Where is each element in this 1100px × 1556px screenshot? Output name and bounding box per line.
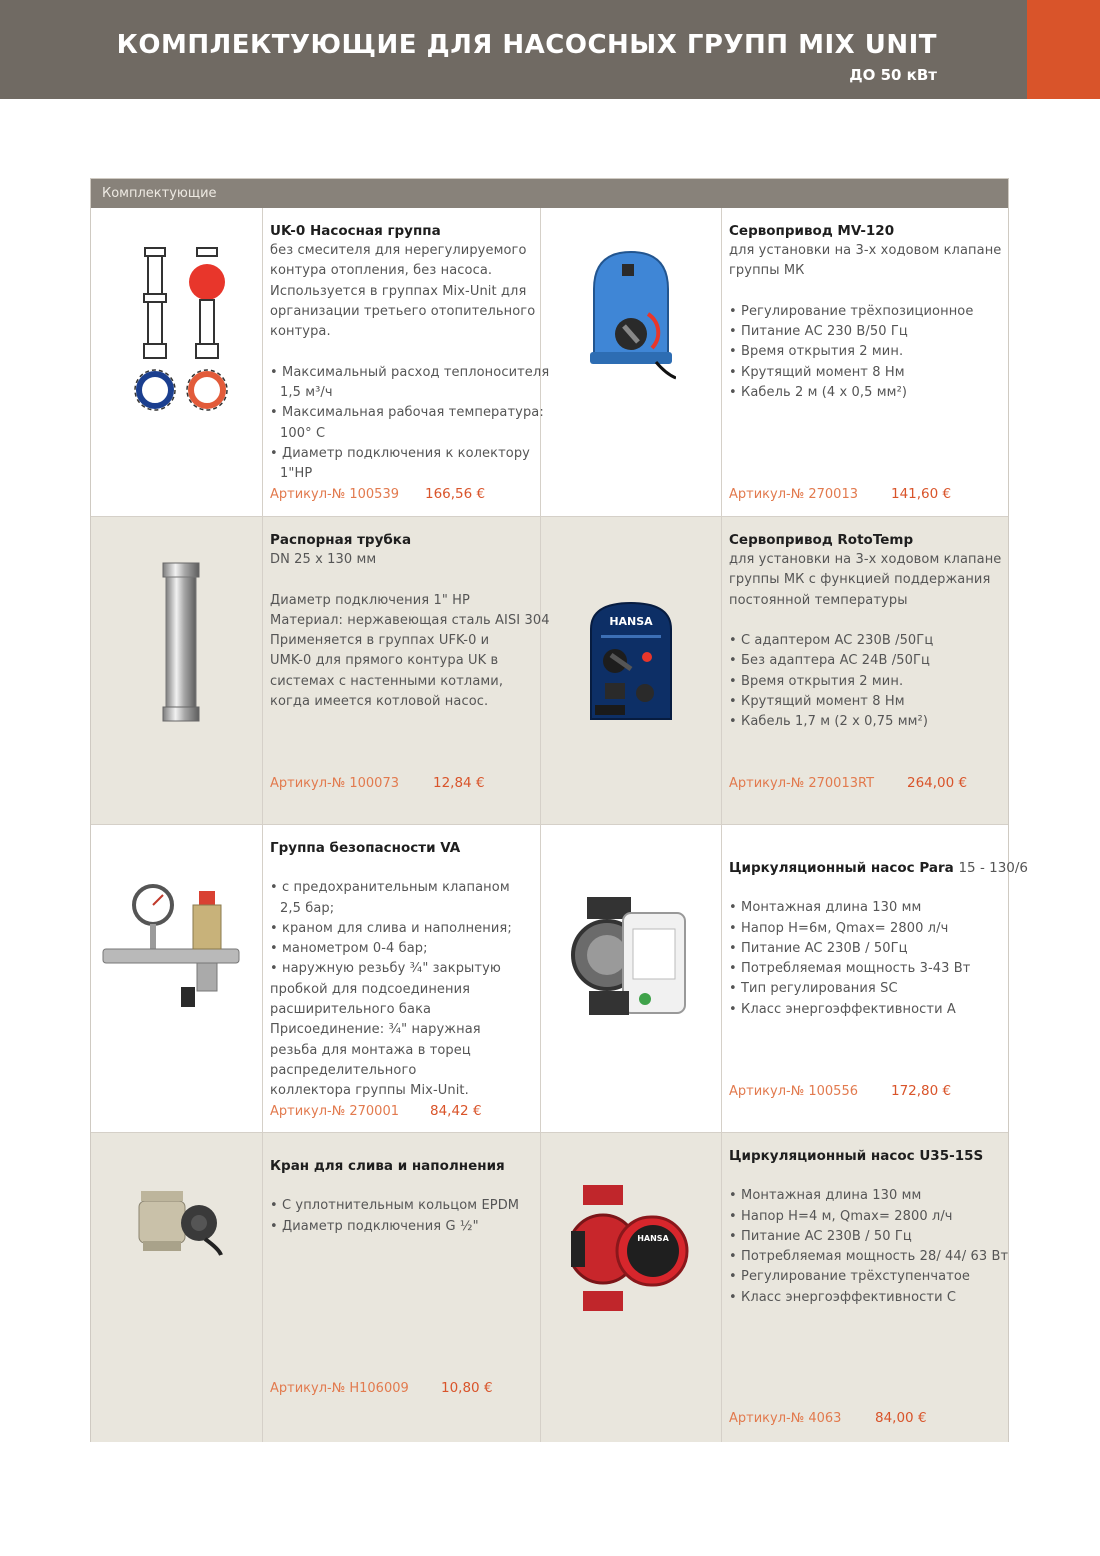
page-subtitle: ДО 50 кВт: [849, 66, 937, 84]
article-number: Артикул-№ 4063: [729, 1411, 842, 1426]
price: 141,60 €: [891, 486, 952, 502]
product-description-cell: [722, 517, 1010, 824]
price: 84,00 €: [875, 1410, 927, 1426]
safety-group-icon: [101, 883, 241, 1023]
product-description-cell: [263, 1133, 541, 1442]
article-number: Артикул-№ 270013: [729, 487, 858, 502]
product-image-cell: [91, 517, 263, 824]
page-header: [0, 0, 1027, 99]
svg-text:HANSA: HANSA: [637, 1234, 669, 1243]
product-description-cell: [722, 208, 1010, 516]
product-description-cell: [263, 517, 550, 824]
article-number: Артикул-№ 100073: [270, 776, 399, 791]
product-image-cell: [541, 825, 722, 1132]
product-image-cell: [91, 1133, 263, 1442]
product-image-cell: [541, 1133, 722, 1442]
svg-text:HANSA: HANSA: [609, 615, 653, 628]
product-details: • с предохранительным клапаном 2,5 бар; • краном для слива и наполнения; • манометром 0-4 бар; • наружную резьбу ¾" закрытую пробкой для подсоединения расширительного бака Присоединение: ¾" наружная резьба для монтажа в торец распределительного коллектора группы Mix-Unit.: [270, 880, 512, 1099]
table-heading: Комплектующие: [91, 179, 1008, 208]
article-number: Артикул-№ H106009: [270, 1381, 409, 1396]
product-details: для установки на 3-х ходовом клапане группы МК с функцией поддержания постоянной температуры • С адаптером AC 230В /50Гц • Без адаптера AC 24В /50Гц • Время открытия 2 мин. • Крутящий момент 8 Нм • Кабель 1,7 м (2 х 0,75 мм²): [729, 552, 1002, 730]
table-row: [91, 516, 1008, 824]
price: 12,84 €: [433, 775, 485, 791]
page-title: КОМПЛЕКТУЮЩИЕ ДЛЯ НАСОСНЫХ ГРУПП MIX UNIT: [116, 30, 937, 60]
product-details: • С уплотнительным кольцом EPDM • Диаметр подключения G ½": [270, 1198, 520, 1234]
product-title: Кран для слива и наполнения: [270, 1158, 505, 1174]
product-description-cell: [263, 825, 541, 1132]
product-image-cell: [541, 208, 722, 516]
product-details: DN 25 x 130 мм Диаметр подключения 1" НР Материал: нержавеющая сталь AISI 304 Применяется в группах UFK-0 и UMK-0 для прямого контура UK в системах с настенными котлами, когда имеется котловой насос.: [270, 552, 550, 710]
product-title: Сервопривод MV-120: [729, 223, 895, 239]
table-row: [91, 824, 1029, 1132]
price: 172,80 €: [891, 1083, 952, 1099]
product-description-cell: [722, 1133, 1010, 1442]
product-details: без смесителя для нерегулируемого контура отопления, без насоса. Используется в группах Mix-Unit для организации третьего отопительного контура. • Максимальный расход теплоносителя 1,5 м³/ч • Максимальная рабочая температура: 100° С • Диаметр подключения к колектору 1"НР: [270, 243, 550, 482]
product-title: Сервопривод RotoTemp: [729, 532, 914, 548]
header-accent-block: [1027, 0, 1100, 99]
article-number: Артикул-№ 270001: [270, 1104, 399, 1119]
price: 10,80 €: [441, 1380, 493, 1396]
price: 264,00 €: [907, 775, 968, 791]
product-title: Группа безопасности VA: [270, 840, 461, 856]
product-image-cell: [541, 517, 722, 824]
product-details: для установки на 3-х ходовом клапане группы МК • Регулирование трёхпозиционное • Питание АС 230 В/50 Гц • Время открытия 2 мин. • Крутящий момент 8 Нм • Кабель 2 м (4 х 0,5 мм²): [729, 243, 1002, 401]
product-description-cell: [722, 825, 1029, 1132]
product-title: Циркуляционный насос Para 15 - 130/6: [729, 860, 1029, 876]
article-number: Артикул-№ 100556: [729, 1084, 858, 1099]
components-table: [90, 178, 1029, 1442]
product-title: Распорная трубка: [270, 532, 412, 548]
circulation-pump-u35-icon: [571, 1179, 695, 1317]
table-row: [91, 208, 1008, 516]
drain-valve-icon: [135, 1187, 225, 1257]
rototemp-actuator-icon: [585, 599, 677, 729]
servo-actuator-icon: [586, 244, 676, 384]
product-details: • Монтажная длина 130 мм • Напор Н=6м, Qmax= 2800 л/ч • Питание AC 230В / 50Гц • Потребляемая мощность 3-43 Вт • Тип регулирования SC • Класс энергоэффективности А: [729, 900, 971, 1017]
product-image-cell: [91, 208, 263, 516]
table-row: [91, 1132, 1008, 1442]
article-number: Артикул-№ 270013RT: [729, 776, 875, 791]
price: 84,42 €: [430, 1103, 482, 1119]
product-image-cell: [91, 825, 263, 1132]
pump-group-icon: [127, 244, 237, 416]
product-title: UK-0 Насосная группа: [270, 223, 441, 239]
spacer-pipe-icon: [159, 561, 203, 723]
product-title: Циркуляционный насос U35-15S: [729, 1148, 984, 1164]
product-details: • Монтажная длина 130 мм • Напор Н=4 м, Qmax= 2800 л/ч • Питание AC 230В / 50 Гц • Потребляемая мощность 28/ 44/ 63 Вт • Регулирование трёхступенчатое • Класс энергоэффективности С: [729, 1188, 1009, 1305]
circulation-pump-para-icon: [567, 889, 697, 1025]
article-number: Артикул-№ 100539: [270, 487, 399, 502]
price: 166,56 €: [425, 486, 486, 502]
product-description-cell: [263, 208, 550, 516]
